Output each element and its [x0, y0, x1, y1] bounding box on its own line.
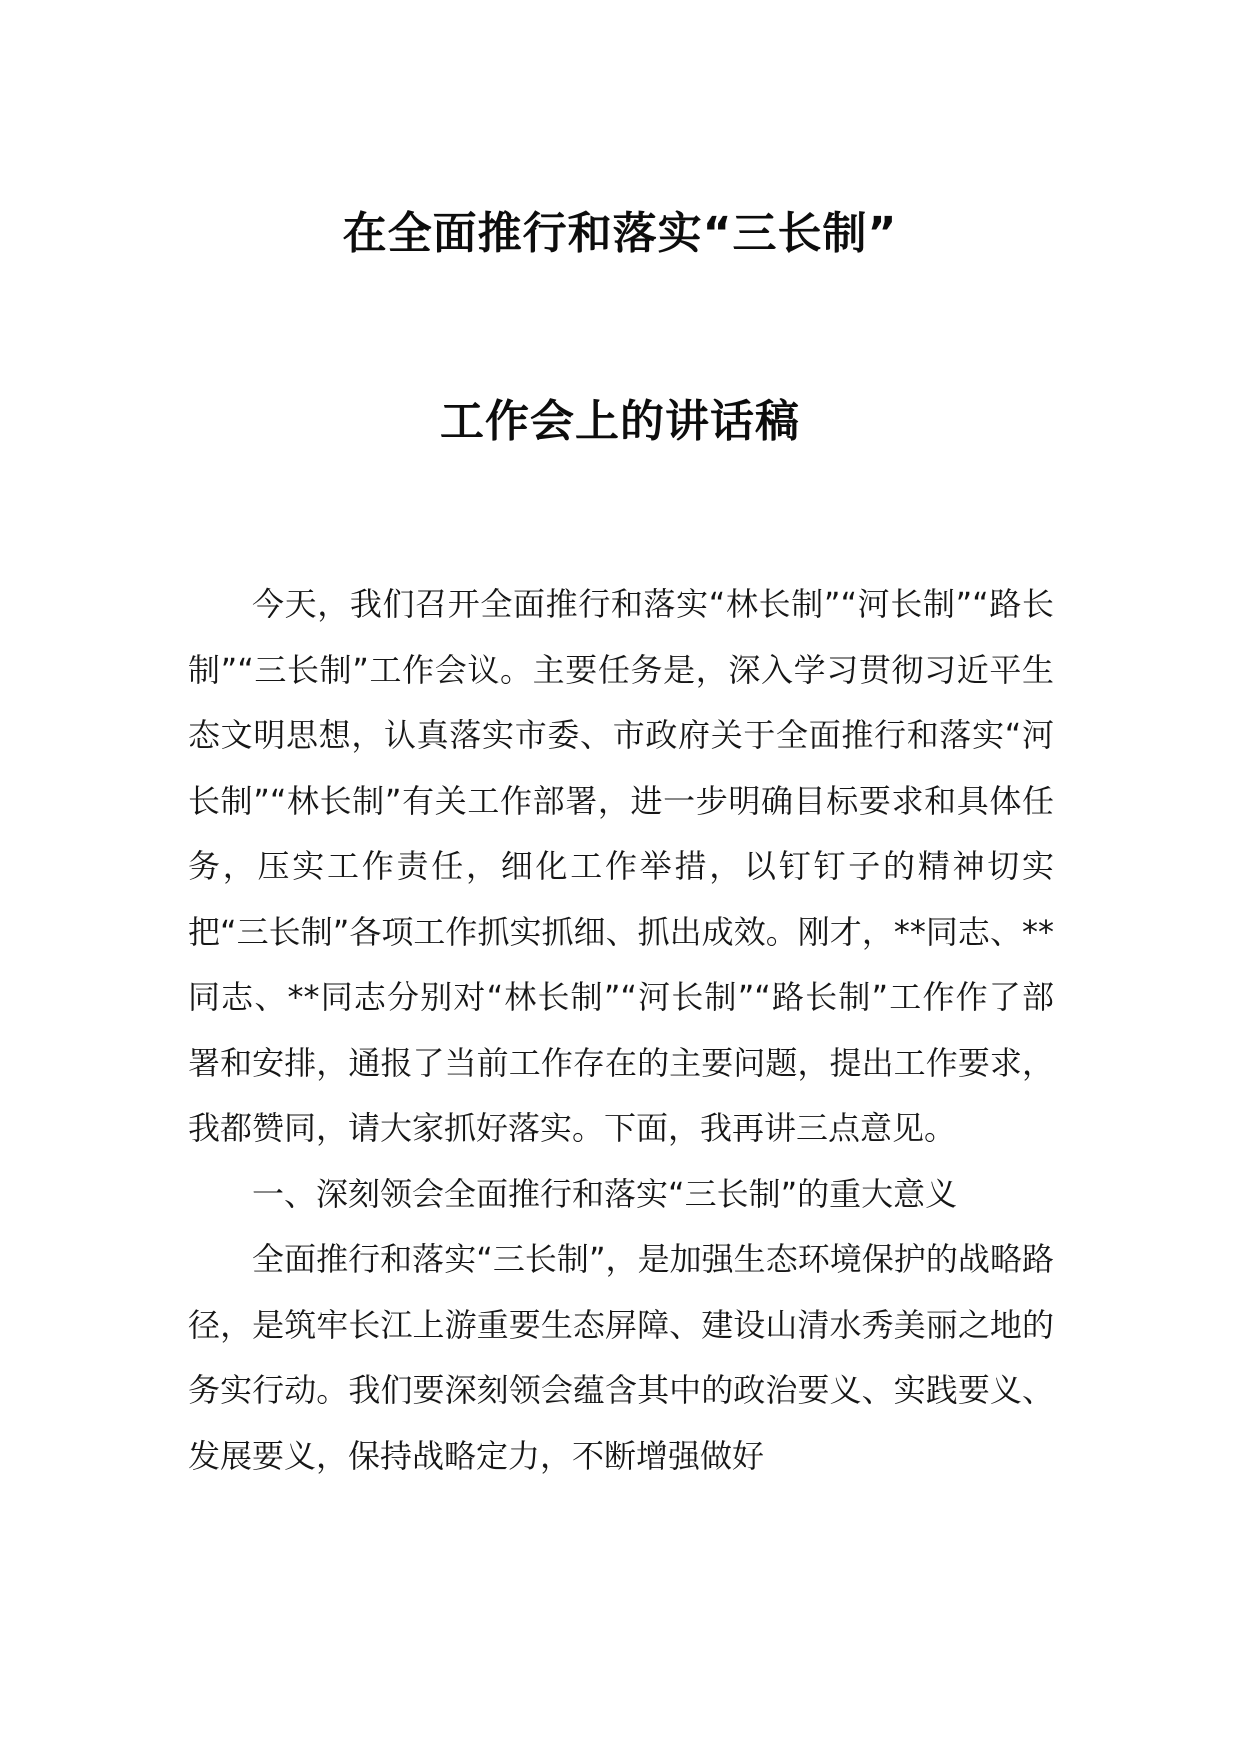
document-body — [188, 572, 1054, 1489]
section-heading-1: 一、深刻领会全面推行和落实“三长制”的重大意义 — [252, 1174, 958, 1213]
body-paragraph-section-1: 全面推行和落实“三长制”，是加强生态环境保护的战略路径，是筑牢长江上游重要生态屏障、建设山清水秀美丽之地的务实行动。我们要深刻领会蕴含其中的政治要义、实践要义、发展要义，保持战略定力，不断增强做好 — [188, 1240, 1054, 1475]
document-title-line-1: 在全面推行和落实“三长制” — [342, 208, 898, 259]
document-title-line-2: 工作会上的讲话稿 — [440, 396, 800, 447]
body-paragraph-intro: 今天，我们召开全面推行和落实“林长制”“河长制”“路长制”“三长制”工作会议。主要任务是，深入学习贯彻习近平生态文明思想，认真落实市委、市政府关于全面推行和落实“河长制”“林长制”有关工作部署，进一步明确目标要求和具体任务，压实工作责任，细化工作举措，以钉钉子的精神切实把“三长制”各项工作抓实抓细、抓出成效。刚才，**同志、**同志、**同志分别对“林长制”“河长制”“路长制”工作作了部署和安排，通报了当前工作存在的主要问题，提出工作要求，我都赞同，请大家抓好落实。下面，我再讲三点意见。 — [188, 585, 1054, 1147]
